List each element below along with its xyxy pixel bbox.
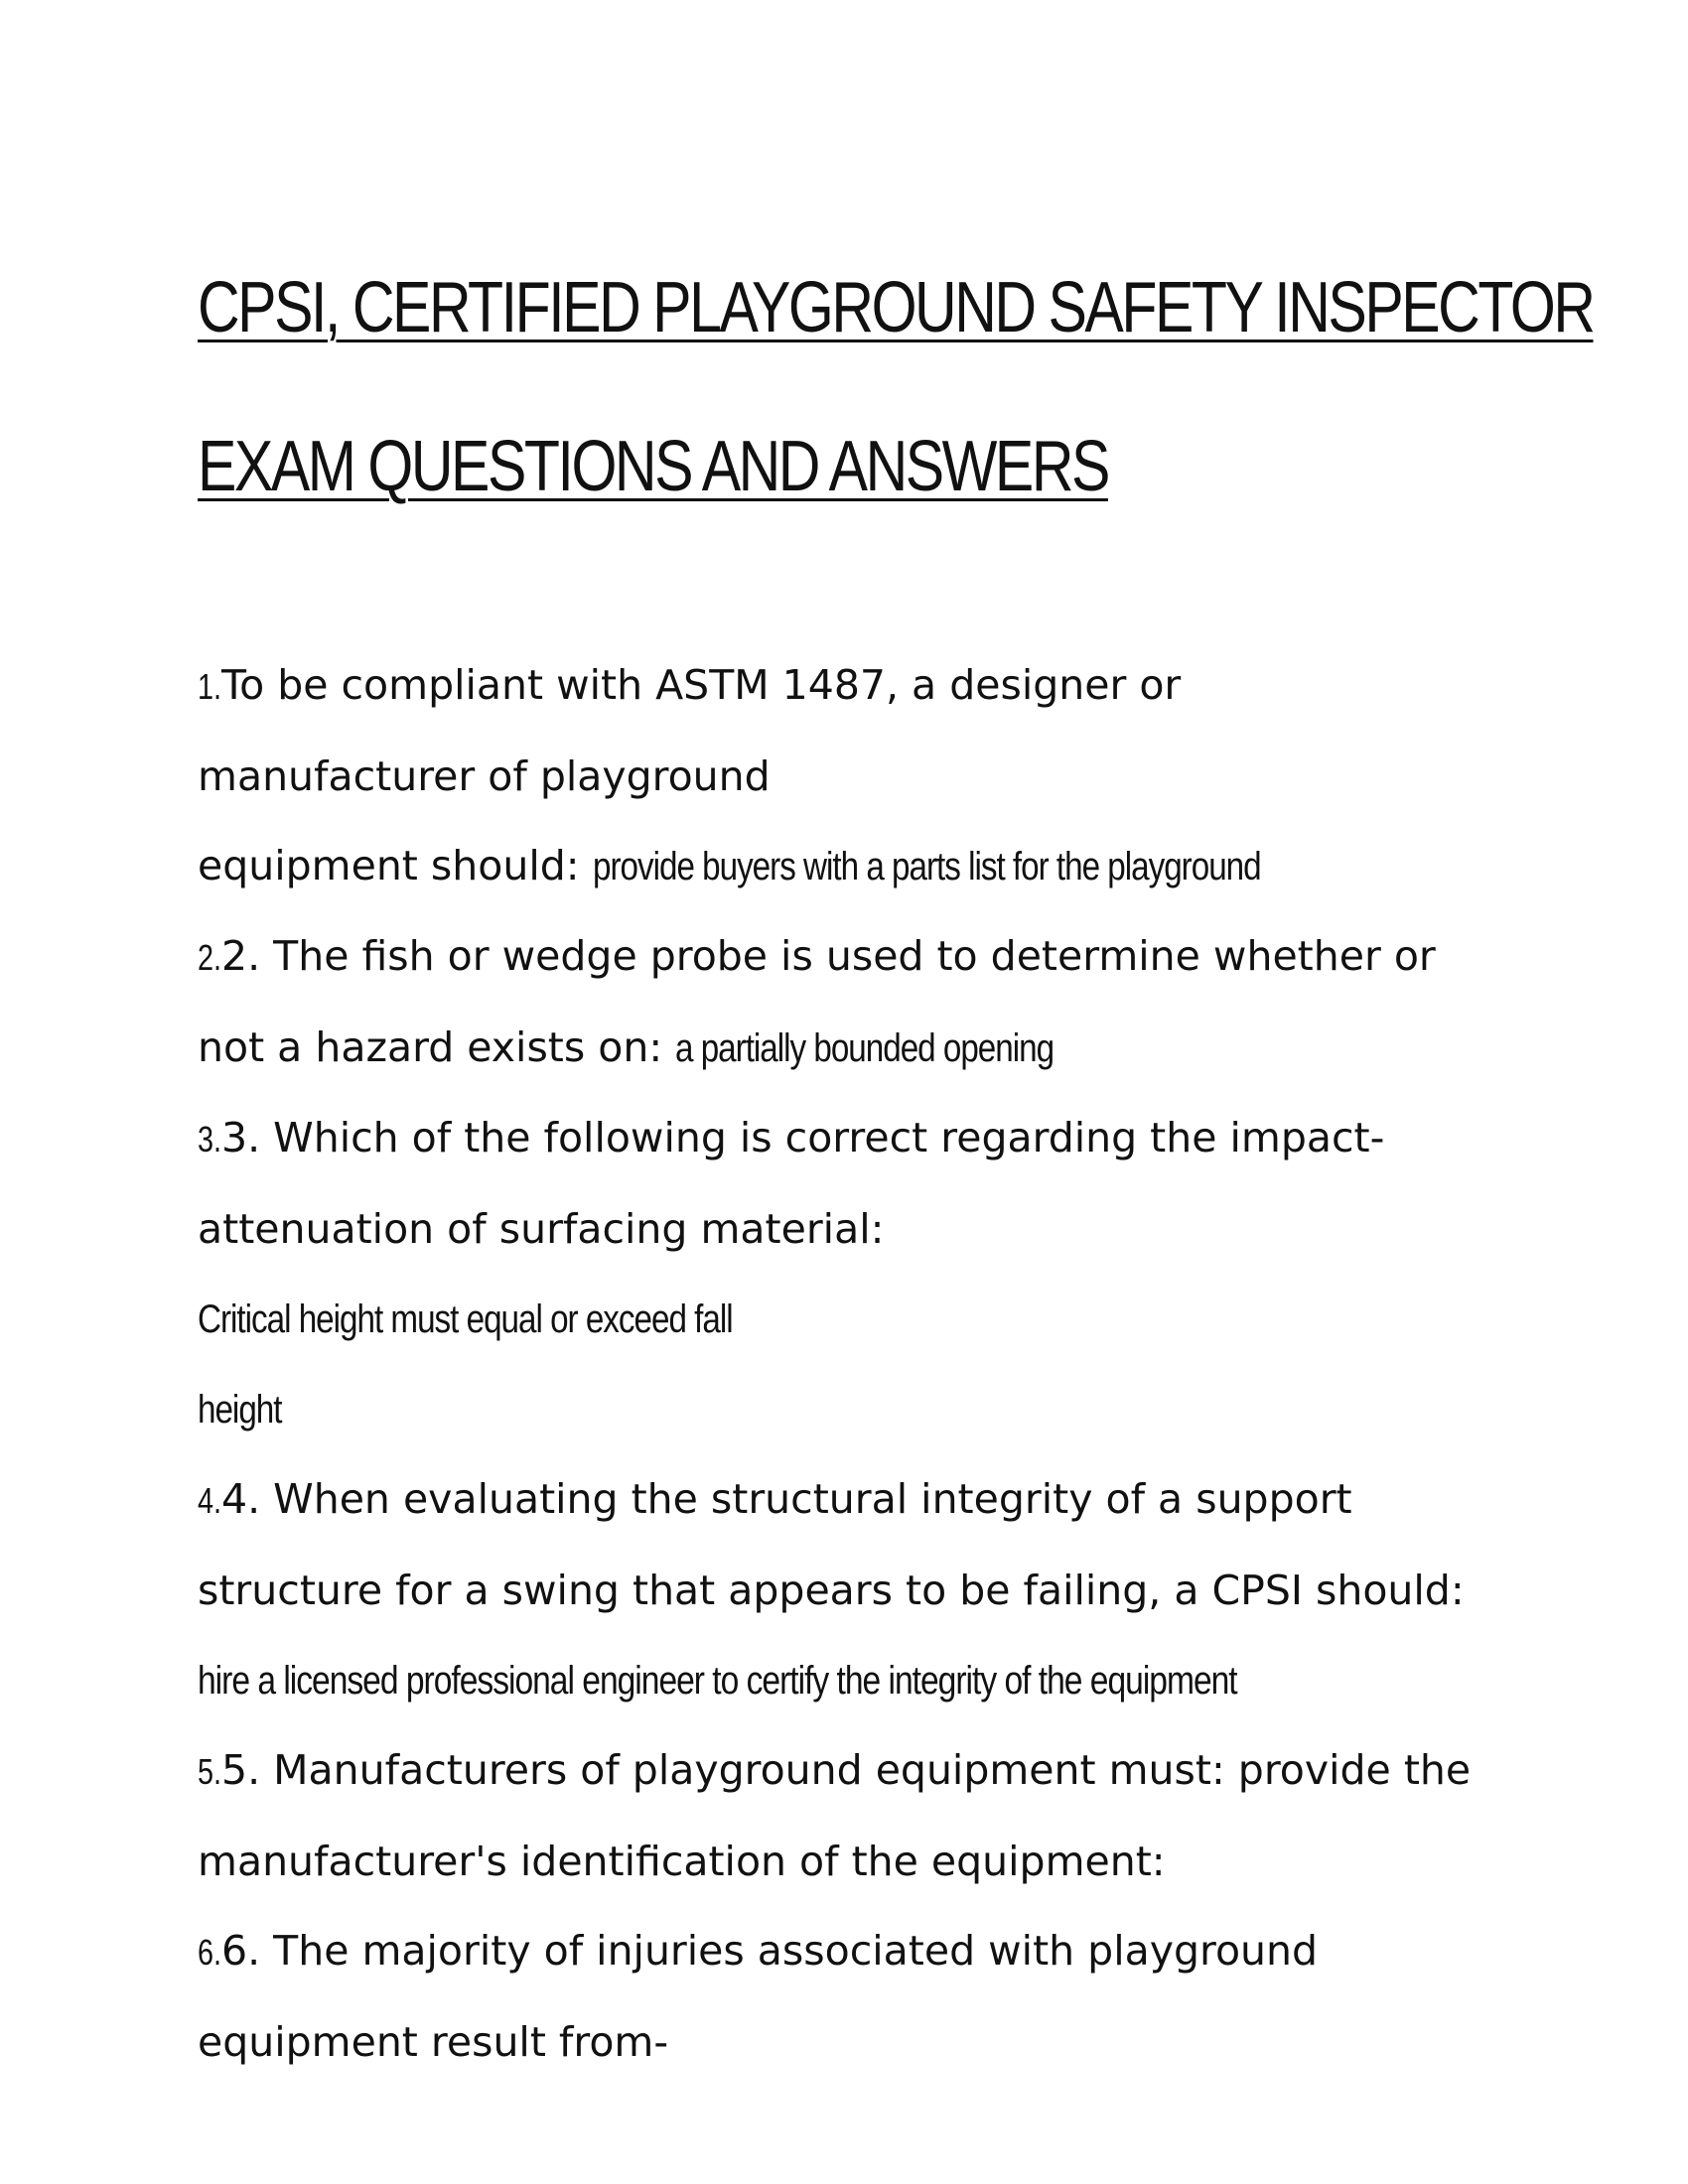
question-5 <box>198 1725 1508 1906</box>
question-1 <box>198 640 1508 911</box>
question-number: 2. <box>198 937 222 978</box>
question-list <box>198 640 1508 2087</box>
question-text: manufacturer's identification of the equipment: <box>198 1838 1166 1885</box>
answer-text: hire a licensed professional engineer to certify the integrity of the equipment <box>198 1659 1237 1703</box>
question-text: To be compliant with ASTM 1487, a designer or <box>221 661 1182 709</box>
question-3 <box>198 1093 1508 1454</box>
question-text: 4. When evaluating the structural integrity of a support <box>221 1475 1352 1523</box>
question-number: 5. <box>198 1751 222 1792</box>
question-number: 3. <box>198 1119 222 1160</box>
question-text: 6. The majority of injuries associated with playground <box>221 1927 1319 1975</box>
question-text: structure for a swing that appears to be failing, a CPSI should: <box>198 1567 1465 1614</box>
question-4 <box>198 1454 1508 1725</box>
answer-text: Critical height must equal or exceed fall <box>198 1297 733 1341</box>
question-number: 4. <box>198 1480 222 1521</box>
answer-text: height <box>198 1388 282 1432</box>
question-text: equipment should: <box>198 842 580 889</box>
question-text: attenuation of surfacing material: <box>198 1205 885 1253</box>
question-text: 2. The fish or wedge probe is used to determine whether or <box>221 932 1436 980</box>
question-number: 1. <box>198 666 222 707</box>
question-2 <box>198 911 1508 1093</box>
question-text: 5. Manufacturers of playground equipment must: provide the <box>221 1746 1472 1794</box>
question-number: 6. <box>198 1932 222 1973</box>
question-text: equipment result from- <box>198 2018 669 2066</box>
question-text: manufacturer of playground <box>198 752 771 800</box>
question-6 <box>198 1906 1508 2087</box>
question-text: 3. Which of the following is correct regarding the impact- <box>221 1114 1385 1161</box>
document-title-line-2: EXAM QUESTIONS AND ANSWERS <box>198 427 1108 506</box>
answer-text: a partially bounded opening <box>675 1026 1055 1070</box>
question-text: not a hazard exists on: <box>198 1024 663 1071</box>
answer-text: provide buyers with a parts list for the playground <box>592 845 1261 888</box>
document-title-line-1: CPSI, CERTIFIED PLAYGROUND SAFETY INSPECTOR <box>198 268 1594 347</box>
